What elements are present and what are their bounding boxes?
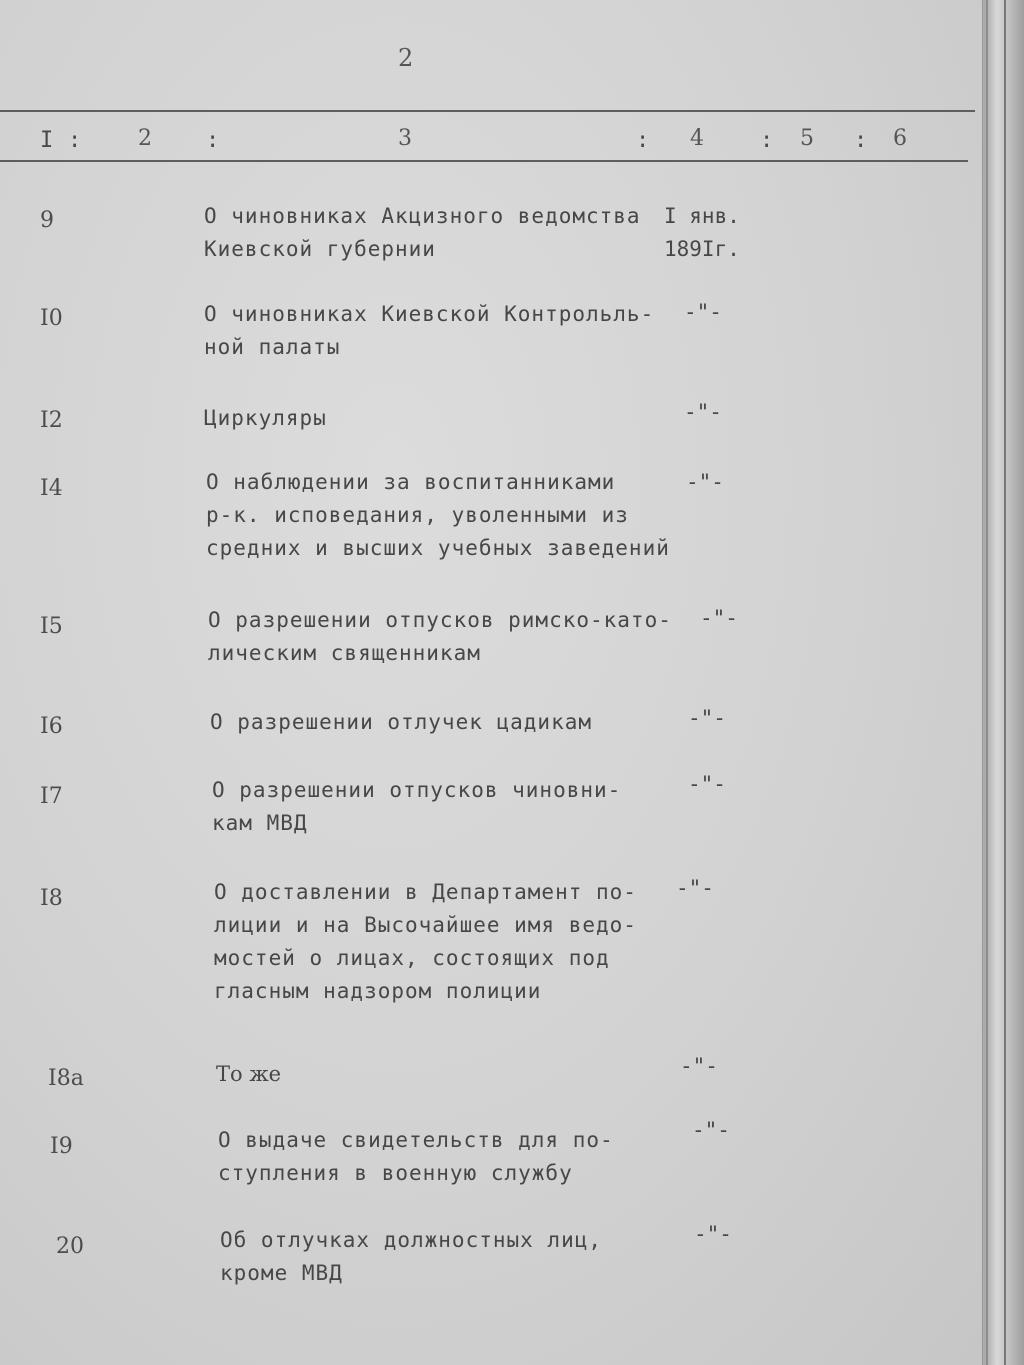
entry-date: -"- <box>688 772 726 796</box>
column-separator: : <box>854 128 869 153</box>
entry-title: О наблюдении за воспитанниками р-к. исповедания, уволенными из средних и высших учебных заведений <box>206 470 670 560</box>
column-separator: : <box>68 128 83 153</box>
header-top-rule <box>0 110 975 112</box>
entry-date: -"- <box>686 470 724 494</box>
entry-number: I4 <box>40 476 63 501</box>
column-separator: : <box>636 128 651 153</box>
entry-number: I6 <box>40 714 63 739</box>
column-separator: : <box>760 128 775 153</box>
entry-title: О выдаче свидетельств для по- ступления в военную службу <box>218 1128 614 1185</box>
entry-title: О чиновниках Акцизного ведомства Киевской губернии <box>204 204 641 261</box>
entry-number: I2 <box>40 408 63 433</box>
page-number: 2 <box>398 44 414 72</box>
entry-title: Об отлучках должностных лиц, кроме МВД <box>220 1228 603 1285</box>
column-header-2: 2 <box>138 126 152 151</box>
entry-title: О разрешении отпусков римско-като- лическим священникам <box>208 608 672 665</box>
column-header-1: I <box>40 128 55 153</box>
entry-date: -"- <box>688 706 726 730</box>
column-header-5: 5 <box>800 126 814 151</box>
entry-title: О доставлении в Департамент по- лиции и на Высочайшее имя ведо- мостей о лицах, состоящих под гласным надзором полиции <box>214 880 637 1003</box>
column-separator: : <box>206 128 221 153</box>
column-header-3: 3 <box>398 126 412 151</box>
entry-date: -"- <box>676 876 714 900</box>
entry-number: I8 <box>40 886 63 911</box>
column-header-6: 6 <box>893 126 907 151</box>
entry-date: -"- <box>680 1054 718 1078</box>
page-edge-line <box>986 0 988 1365</box>
entry-date: -"- <box>684 400 722 424</box>
entry-title: То же <box>216 1062 282 1086</box>
entry-number: I9 <box>50 1134 73 1159</box>
entry-number: I5 <box>40 614 63 639</box>
entry-title: О разрешении отлучек цадикам <box>210 710 593 734</box>
entry-date: -"- <box>694 1222 732 1246</box>
entry-date: -"- <box>692 1118 730 1142</box>
entry-number: 9 <box>40 208 54 233</box>
entry-date: I янв. 189Iг. <box>664 204 740 261</box>
entry-number: 20 <box>56 1234 84 1259</box>
entry-title: О разрешении отпусков чиновни- кам МВД <box>212 778 622 835</box>
entry-date: -"- <box>684 300 722 324</box>
entry-title: Циркуляры <box>204 406 327 430</box>
header-bottom-rule <box>0 160 968 162</box>
entry-number: I7 <box>40 784 63 809</box>
entry-number: I8а <box>48 1066 84 1091</box>
page-edge-line <box>1004 0 1006 1365</box>
entry-number: I0 <box>40 306 63 331</box>
entry-title: О чиновниках Киевской Контрольль- ной палаты <box>204 302 655 359</box>
column-header-4: 4 <box>690 126 704 151</box>
entry-date: -"- <box>700 606 738 630</box>
